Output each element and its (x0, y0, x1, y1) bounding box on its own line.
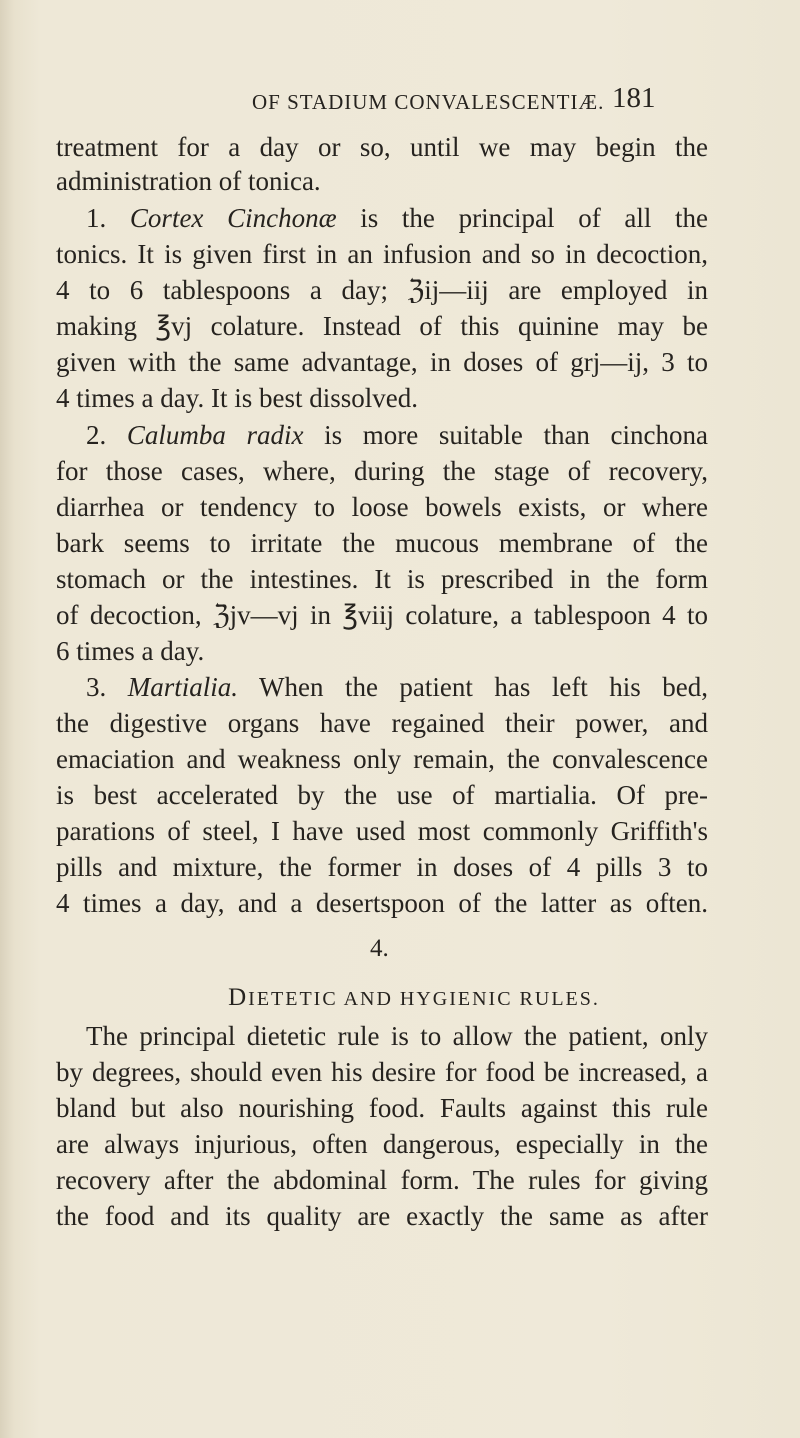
text-line: diarrhea or tendency to loose bowels exists, or where (56, 492, 708, 522)
list-item-martialia (86, 672, 708, 703)
heading-initial: D (228, 984, 249, 1011)
text-line: parations of steel, I have used most commonly Griffith's (56, 816, 708, 846)
text-line: stomach or the intestines. It is prescribed in the form (56, 564, 708, 594)
item-number: 3. (86, 672, 107, 702)
text-line: is best accelerated by the use of martialia. Of pre- (56, 780, 708, 810)
item-text: is the principal of all the (360, 203, 709, 233)
text-line: by degrees, should even his desire for food be increased, a (56, 1057, 708, 1087)
item-number: 1. (86, 203, 107, 233)
text-line: are always injurious, often dangerous, especially in the (56, 1129, 708, 1159)
running-header (0, 82, 800, 122)
text-line: given with the same advantage, in doses of grj—ij, 3 to (56, 347, 708, 377)
text-line: 4 times a day, and a desertspoon of the latter as often. (56, 888, 708, 918)
text-line: for those cases, where, during the stage of recovery, (56, 456, 708, 486)
heading-text: IETETIC AND HYGIENIC RULES. (248, 988, 600, 1010)
text-line: tonics. It is given first in an infusion and so in decoction, (56, 239, 708, 269)
item-title: Calumba radix (126, 420, 304, 450)
text-line: bland but also nourishing food. Faults against this rule (56, 1093, 708, 1123)
item-title: Martialia. (127, 672, 238, 702)
section-heading (150, 984, 678, 1012)
text-line: 6 times a day. (56, 636, 205, 666)
text-line: The principal dietetic rule is to allow the patient, only (86, 1021, 708, 1051)
list-item-calumba-radix (86, 420, 708, 451)
text-line: pills and mixture, the former in doses of 4 pills 3 to (56, 852, 708, 882)
text-line: emaciation and weakness only remain, the convalescence (56, 744, 708, 774)
text-line: the food and its quality are exactly the same as after (56, 1201, 708, 1231)
running-title: OF STADIUM CONVALESCENTIÆ. (252, 90, 605, 114)
text-line: recovery after the abdominal form. The rules for giving (56, 1165, 708, 1195)
text-line: 4 to 6 tablespoons a day; ℨij—iij are employed in (56, 275, 708, 305)
item-title: Cortex Cinchonæ (129, 203, 337, 233)
text-line: administration of tonica. (56, 166, 321, 196)
text-line: bark seems to irritate the mucous membrane of the (56, 528, 708, 558)
list-item-cortex-cinchonae (86, 203, 708, 234)
text-line: 4 times a day. It is best dissolved. (56, 383, 418, 413)
section-number: 4. (370, 935, 389, 962)
text-line: the digestive organs have regained their power, and (56, 708, 708, 738)
text-line: making ℥vj colature. Instead of this quinine may be (56, 311, 708, 341)
item-number: 2. (86, 420, 107, 450)
item-text: is more suitable than cinchona (324, 420, 709, 450)
item-text: When the patient has left his bed, (259, 672, 709, 702)
text-line: treatment for a day or so, until we may begin the (56, 132, 708, 162)
page-number: 181 (612, 82, 656, 114)
text-line: of decoction, ℨjv—vj in ℥viij colature, a tablespoon 4 to (56, 600, 708, 630)
